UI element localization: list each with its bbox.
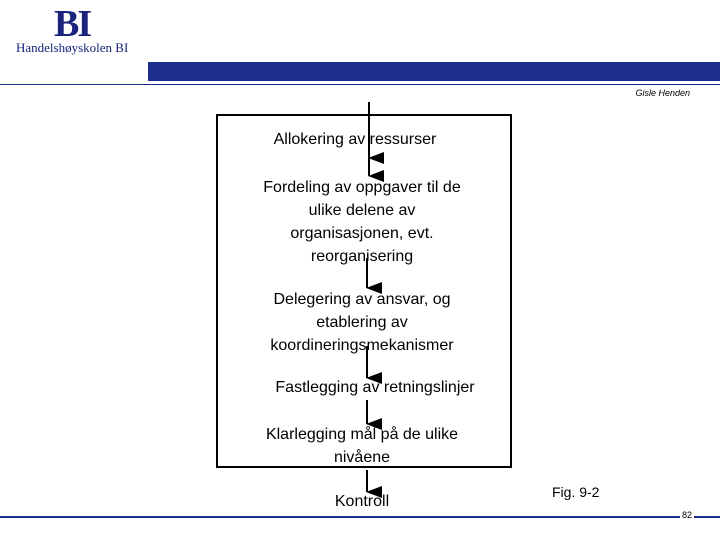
author-name: Gisle Henden [635, 88, 690, 98]
step-allokering: Allokering av ressurser [273, 131, 437, 148]
step-kontroll: Kontroll [334, 493, 390, 510]
logo-text: Handelshøyskolen BI [16, 40, 129, 55]
step-delegering: Delegering av ansvar, og etablering av koordineringsmekanismer [270, 291, 454, 354]
footer-rule [0, 516, 720, 518]
page-number: 82 [682, 510, 693, 520]
logo-mark: BI [54, 3, 91, 45]
step-klarlegging: Klarlegging mål på de ulike nivåene [265, 426, 459, 466]
step-fastlegging: Fastlegging av retningslinjer [275, 379, 475, 396]
figure-label: Fig. 9-2 [552, 484, 600, 500]
step-fordeling: Fordeling av oppgaver til de ulike delene av organisasjonen, evt. reorganisering [263, 179, 461, 265]
